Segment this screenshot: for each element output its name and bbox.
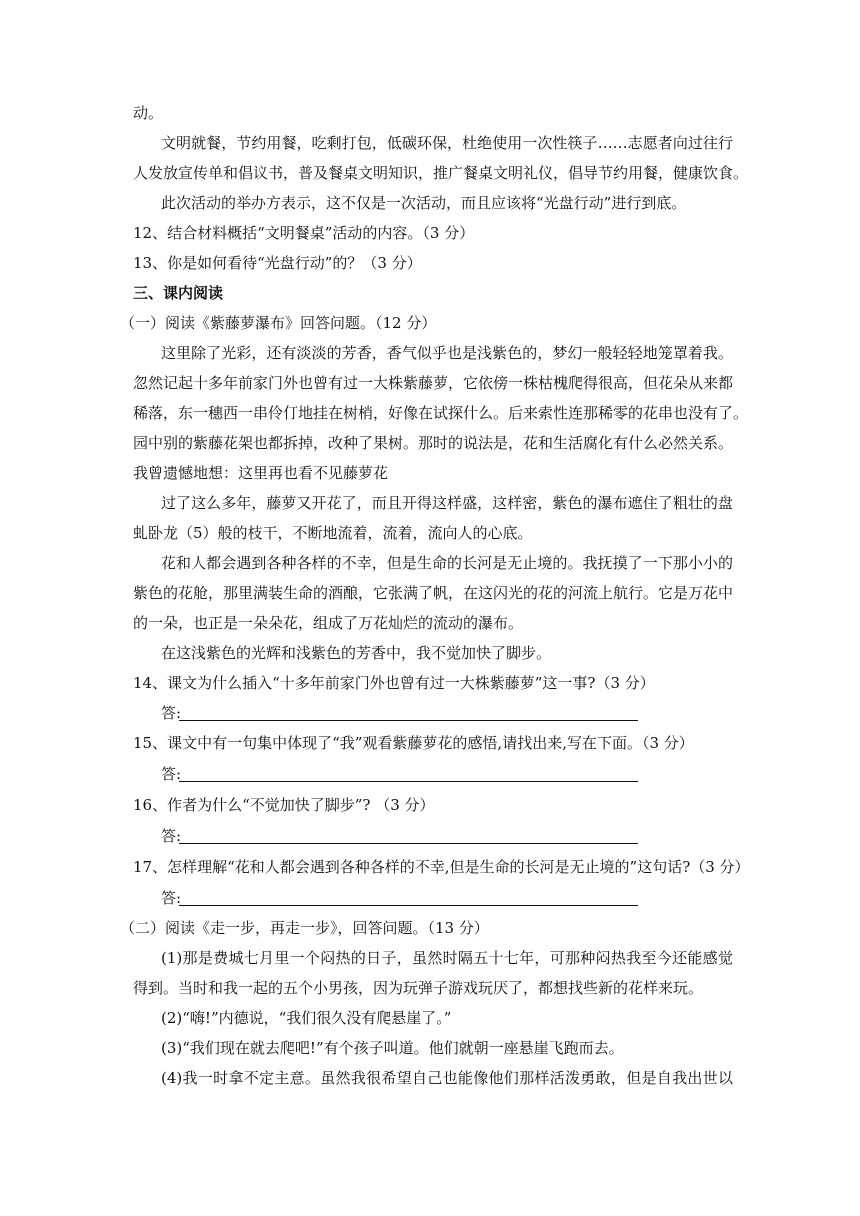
text-line: 文明就餐，节约用餐，吃剩打包，低碳环保，杜绝使用一次性筷子……志愿者向过往行 (161, 134, 733, 152)
passage-line: 花和人都会遇到各种各样的不幸，但是生命的长河是无止境的。我抚摸了一下那小小的 (161, 554, 733, 572)
passage-line: 这里除了光彩，还有淡淡的芳香，香气似乎也是浅紫色的，梦幻一般轻轻地笼罩着我。 (161, 344, 733, 362)
answer-underline (179, 781, 638, 782)
answer-underline (179, 843, 638, 844)
question-17: 17、怎样理解“花和人都会遇到各种各样的不幸,但是生命的长河是无止境的”这句话?（3 分） (133, 858, 750, 876)
passage-line: (1)那是费城七月里一个闷热的日子，虽然时隔五十七年，可那种闷热我至今还能感觉 (161, 949, 733, 967)
answer-line-16[interactable] (161, 826, 181, 846)
answer-line-15[interactable] (161, 764, 181, 784)
passage-line: 过了这么多年，藤萝又开花了，而且开得这样盛，这样密，紫色的瀑布遮住了粗壮的盘 (161, 494, 733, 512)
text-line: 动。 (133, 104, 164, 122)
answer-label: 答: (161, 889, 182, 907)
question-12: 12、结合材料概括“文明餐桌”活动的内容。（3 分） (133, 224, 475, 242)
section-heading: 三、课内阅读 (133, 284, 224, 302)
question-14: 14、课文为什么插入“十多年前家门外也曾有过一大株紫藤萝”这一事?（3 分） (133, 674, 655, 692)
answer-line-14[interactable] (161, 703, 181, 723)
passage-line: (3)“我们现在就去爬吧!”有个孩子叫道。他们就朝一座悬崖飞跑而去。 (161, 1039, 624, 1057)
question-13: 13、你是如何看待“光盘行动”的？（3 分） (133, 254, 422, 272)
passage-line: (4)我一时拿不定主意。虽然我很希望自己也能像他们那样活泼勇敢，但是自我出世以 (161, 1069, 733, 1087)
answer-label: 答: (161, 704, 182, 722)
question-15: 15、课文中有一句集中体现了“我”观看紫藤萝花的感悟,请找出来,写在下面。（3 分） (133, 734, 694, 752)
passage-line: 得到。当时和我一起的五个小男孩，因为玩弹子游戏玩厌了，都想找些新的花样来玩。 (133, 979, 704, 997)
answer-line-17[interactable] (161, 888, 181, 908)
passage-line: 我曾遗憾地想：这里再也看不见藤萝花 (133, 464, 389, 482)
passage-line: 紫色的花舱，那里满装生命的酒酿，它张满了帆，在这闪光的花的河流上航行。它是万花中 (133, 584, 734, 602)
answer-label: 答: (161, 827, 182, 845)
answer-underline (179, 720, 638, 721)
passage-line: 忽然记起十多年前家门外也曾有过一大株紫藤萝，它依傍一株枯槐爬得很高，但花朵从来都 (133, 374, 734, 392)
answer-label: 答: (161, 765, 182, 783)
passage-line: 虬卧龙（5）般的枝干，不断地流着，流着，流向人的心底。 (133, 524, 533, 542)
answer-underline (179, 905, 638, 906)
passage-line: 稀落，东一穗西一串伶仃地挂在树梢，好像在试探什么。后来索性连那稀零的花串也没有了。 (133, 404, 749, 422)
subsection-heading: （二）阅读《走一步，再走一步》，回答问题。（13 分） (120, 919, 489, 937)
text-line: 此次活动的举办方表示，这不仅是一次活动，而且应该将“光盘行动”进行到底。 (161, 194, 687, 212)
question-16: 16、作者为什么“不觉加快了脚步”? （3 分） (133, 796, 435, 814)
text-line: 人发放宣传单和倡议书，普及餐桌文明知识，推广餐桌文明礼仪，倡导节约用餐，健康饮食。 (133, 164, 749, 182)
subsection-heading: （一）阅读《紫藤萝瀑布》回答问题。（12 分） (120, 314, 437, 332)
passage-line: 的一朵，也正是一朵朵花，组成了万花灿烂的流动的瀑布。 (133, 614, 524, 632)
passage-line: 园中别的紫藤花架也都拆掉，改种了果树。那时的说法是，花和生活腐化有什么必然关系。 (133, 434, 734, 452)
passage-line: 在这浅紫色的光辉和浅紫色的芳香中，我不觉加快了脚步。 (161, 644, 552, 662)
passage-line: (2)“嗨!”内德说，“我们很久没有爬悬崖了。” (161, 1009, 452, 1027)
